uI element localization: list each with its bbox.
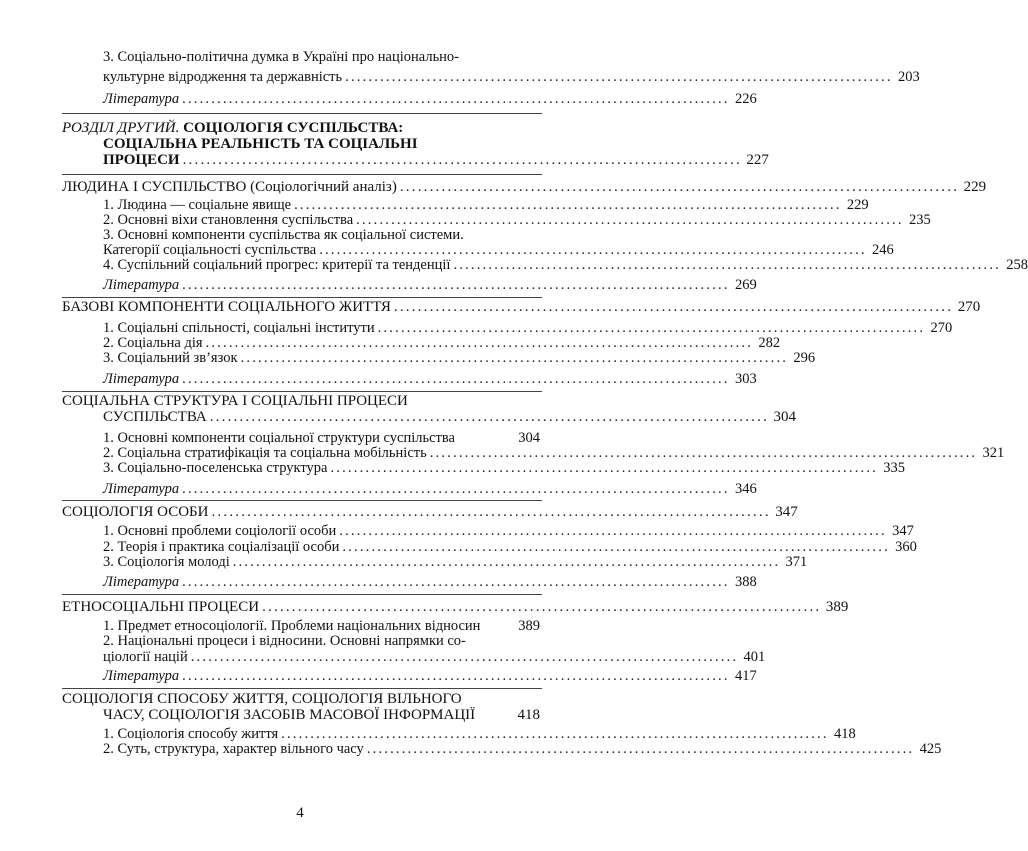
page-ref: 227 xyxy=(746,152,769,168)
dot-leader: .............................................................................................. xyxy=(281,726,829,742)
chapter-title: СОЦІОЛОГІЯ СПОСОБУ ЖИТТЯ, СОЦІОЛОГІЯ ВІЛЬНОГО xyxy=(62,691,462,707)
page-ref: 360 xyxy=(895,539,917,555)
literature-label: Література xyxy=(103,574,180,590)
page-ref: 371 xyxy=(785,554,808,570)
chapter-title: ЕТНОСОЦІАЛЬНІ ПРОЦЕСИ xyxy=(62,599,260,615)
chapter-title: СУСПІЛЬСТВА xyxy=(103,409,207,425)
page-ref: 389 xyxy=(825,599,849,615)
dot-leader: .............................................................................................. xyxy=(345,69,893,85)
dot-leader: .............................................................................................. xyxy=(182,277,730,293)
page-ref: 229 xyxy=(963,179,987,195)
toc-item-text: 1. Соціологія способу життя xyxy=(103,726,279,742)
toc-chapter[interactable] xyxy=(103,409,797,425)
toc-entry[interactable] xyxy=(103,257,1028,273)
page-ref: 401 xyxy=(743,649,766,665)
part-title: СОЦІОЛОГІЯ СУСПІЛЬСТВА: xyxy=(183,120,404,136)
dot-leader: .............................................................................................. xyxy=(190,649,739,665)
toc-item-text: 1. Предмет етносоціології. Проблеми національних відносин xyxy=(103,618,481,634)
toc-chapter[interactable] xyxy=(62,504,798,520)
dot-leader: .............................................................................................. xyxy=(377,320,926,336)
page-number: 4 xyxy=(296,805,304,821)
toc-chapter[interactable] xyxy=(62,179,987,195)
page-ref: 270 xyxy=(957,299,981,315)
page-ref: 304 xyxy=(773,409,797,425)
toc-item-text: 3. Основні компоненти суспільства як соціальної системи. xyxy=(103,227,464,243)
toc-item-text: 3. Соціологія молоді xyxy=(103,554,230,570)
dot-leader: .............................................................................................. xyxy=(240,350,789,366)
literature-label: Література xyxy=(103,668,180,684)
toc-item-text: Категорії соціальності суспільства xyxy=(103,242,317,258)
toc-item-text: 2. Суть, структура, характер вільного часу xyxy=(103,741,364,757)
toc-entry[interactable] xyxy=(103,431,540,446)
dot-leader: .............................................................................................. xyxy=(356,212,904,228)
toc-entry[interactable] xyxy=(103,445,1005,461)
page-ref: 270 xyxy=(930,320,953,336)
divider xyxy=(62,297,542,298)
chapter-title: ЛЮДИНА І СУСПІЛЬСТВО (Соціологічний аналіз) xyxy=(62,179,397,195)
divider xyxy=(62,113,542,114)
toc-entry[interactable] xyxy=(103,69,920,85)
toc-chapter[interactable] xyxy=(62,599,849,615)
toc-entry[interactable] xyxy=(103,320,953,336)
toc-entry[interactable] xyxy=(103,91,757,107)
page-ref: 258 xyxy=(1006,257,1028,273)
toc-item-text: культурне відродження та державність xyxy=(103,69,343,85)
toc-entry[interactable] xyxy=(103,335,781,351)
dot-leader: .............................................................................................. xyxy=(453,257,1001,273)
page-ref: 282 xyxy=(758,335,781,351)
page-ref: 304 xyxy=(518,430,540,446)
toc-item-text: 2. Соціальна стратифікація та соціальна мобільність xyxy=(103,445,427,461)
page-ref: 388 xyxy=(734,574,757,590)
dot-leader: .............................................................................................. xyxy=(319,242,867,258)
dot-leader: .............................................................................................. xyxy=(232,554,781,570)
chapter-title: СОЦІАЛЬНА СТРУКТУРА І СОЦІАЛЬНІ ПРОЦЕСИ xyxy=(62,393,408,409)
toc-entry[interactable] xyxy=(103,574,757,590)
dot-leader: .............................................................................................. xyxy=(182,152,742,168)
chapter-title: СОЦІОЛОГІЯ ОСОБИ xyxy=(62,504,209,520)
part-label: РОЗДІЛ ДРУГИЙ. xyxy=(62,120,180,136)
toc-entry[interactable] xyxy=(103,277,757,293)
page-ref: 347 xyxy=(775,504,798,520)
toc-entry[interactable] xyxy=(103,649,766,665)
dot-leader: .............................................................................................. xyxy=(330,460,879,476)
dot-leader: .............................................................................................. xyxy=(211,504,771,520)
page-ref: 203 xyxy=(897,69,920,85)
toc-entry[interactable] xyxy=(103,371,757,387)
page-ref: 296 xyxy=(793,350,816,366)
dot-leader: .............................................................................................. xyxy=(182,668,730,684)
divider xyxy=(62,500,542,501)
page-ref: 425 xyxy=(919,741,942,757)
toc-entry[interactable] xyxy=(103,197,869,213)
toc-chapter[interactable] xyxy=(103,708,540,723)
page-ref: 417 xyxy=(734,668,757,684)
toc-item-text: 1. Людина — соціальне явище xyxy=(103,197,292,213)
toc-entry[interactable] xyxy=(103,212,931,228)
page-ref: 321 xyxy=(982,445,1005,461)
divider xyxy=(62,174,542,175)
literature-label: Література xyxy=(103,481,180,497)
toc-item-text: 1. Основні компоненти соціальної структури суспільства xyxy=(103,430,455,446)
toc-entry[interactable] xyxy=(103,350,816,366)
chapter-title: БАЗОВІ КОМПОНЕНТИ СОЦІАЛЬНОГО ЖИТТЯ xyxy=(62,299,391,315)
toc-item-text: 4. Суспільний соціальний прогрес: критерії та тенденції xyxy=(103,257,451,273)
dot-leader: .............................................................................................. xyxy=(209,409,770,425)
literature-label: Література xyxy=(103,371,180,387)
page-ref: 226 xyxy=(734,91,757,107)
toc-entry[interactable] xyxy=(103,726,856,742)
page-ref: 335 xyxy=(883,460,906,476)
literature-label: Література xyxy=(103,91,180,107)
dot-leader: .............................................................................................. xyxy=(262,599,822,615)
toc-entry[interactable] xyxy=(103,619,540,634)
part-title: ПРОЦЕСИ xyxy=(103,152,180,168)
dot-leader: .............................................................................................. xyxy=(205,335,754,351)
toc-item-text: 3. Соціально-поселенська структура xyxy=(103,460,328,476)
toc-entry[interactable] xyxy=(103,539,917,555)
toc-entry[interactable] xyxy=(103,460,906,476)
toc-item-text: 1. Соціальні спільності, соціальні інститути xyxy=(103,320,375,336)
toc-item-text: 2. Основні віхи становлення суспільства xyxy=(103,212,354,228)
page-ref: 347 xyxy=(892,523,914,539)
dot-leader: .............................................................................................. xyxy=(182,574,730,590)
page-ref: 229 xyxy=(846,197,869,213)
toc-item-text: 1. Основні проблеми соціології особи xyxy=(103,523,337,539)
divider xyxy=(62,688,542,689)
toc-entry[interactable] xyxy=(103,554,808,570)
dot-leader: .............................................................................................. xyxy=(182,91,730,107)
part-title: СОЦІАЛЬНА РЕАЛЬНІСТЬ ТА СОЦІАЛЬНІ xyxy=(103,136,418,152)
toc-entry[interactable] xyxy=(103,668,757,684)
page-ref: 389 xyxy=(518,618,540,634)
dot-leader: .............................................................................................. xyxy=(399,179,960,195)
page-ref: 303 xyxy=(734,371,757,387)
toc-entry[interactable] xyxy=(103,481,757,497)
divider xyxy=(62,391,542,392)
dot-leader: .............................................................................................. xyxy=(342,539,890,555)
toc-entry[interactable] xyxy=(103,741,942,757)
page-ref: 346 xyxy=(734,481,757,497)
toc-item-text: 2. Теорія і практика соціалізації особи xyxy=(103,539,340,555)
toc-chapter[interactable] xyxy=(62,299,981,315)
dot-leader: .............................................................................................. xyxy=(182,371,730,387)
toc-entry[interactable] xyxy=(103,523,914,539)
dot-leader: .............................................................................................. xyxy=(393,299,954,315)
literature-label: Література xyxy=(103,277,180,293)
page-ref: 246 xyxy=(872,242,894,258)
toc-item-text: 2. Соціальна дія xyxy=(103,335,203,351)
page-ref: 269 xyxy=(734,277,757,293)
part-heading xyxy=(62,121,403,136)
toc-entry[interactable] xyxy=(103,242,894,258)
page-ref: 235 xyxy=(908,212,931,228)
divider xyxy=(62,594,542,595)
page-ref: 418 xyxy=(517,707,540,723)
dot-leader: .............................................................................................. xyxy=(339,523,887,539)
dot-leader: .............................................................................................. xyxy=(182,481,730,497)
toc-item-text: ціології націй xyxy=(103,649,188,665)
page-ref: 418 xyxy=(833,726,856,742)
toc-item-text: 2. Національні процеси і відносини. Основні напрямки со- xyxy=(103,633,466,649)
dot-leader: .............................................................................................. xyxy=(429,445,978,461)
dot-leader: .............................................................................................. xyxy=(366,741,915,757)
chapter-title: ЧАСУ, СОЦІОЛОГІЯ ЗАСОБІВ МАСОВОЇ ІНФОРМАЦІЇ xyxy=(103,707,476,723)
toc-item-text: 3. Соціальний зв’язок xyxy=(103,350,238,366)
toc-item-text: 3. Соціально-політична думка в Україні про національно- xyxy=(103,49,460,65)
dot-leader: .............................................................................................. xyxy=(294,197,842,213)
toc-entry[interactable] xyxy=(103,152,769,168)
